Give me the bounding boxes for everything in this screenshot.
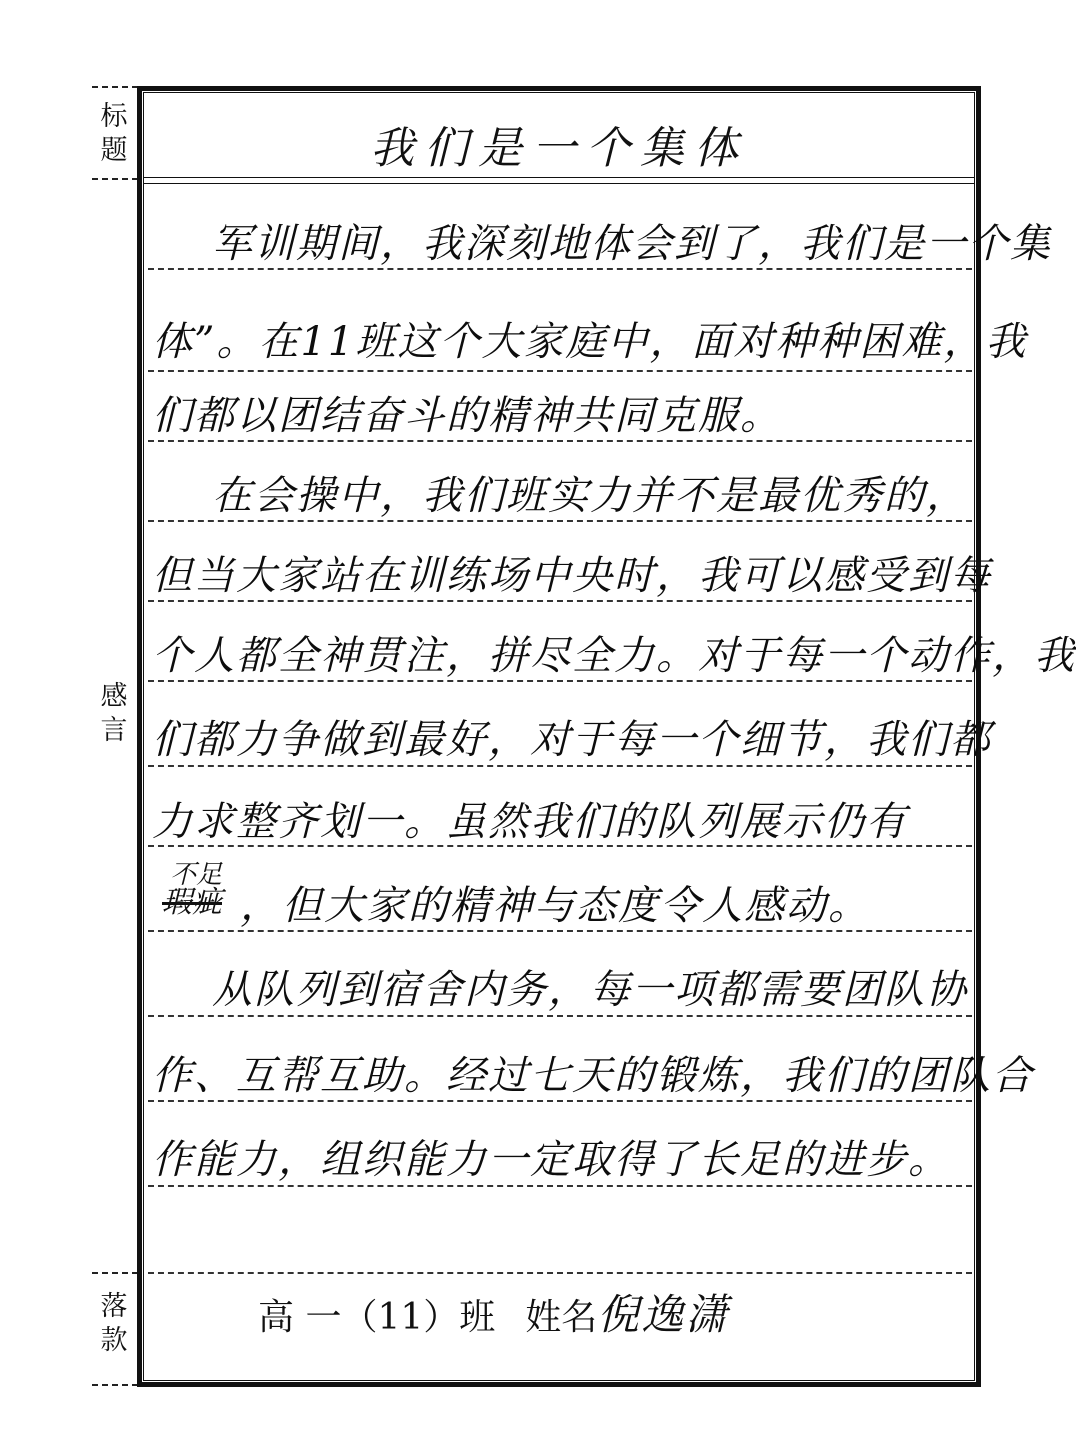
text-line: 们都以团结奋斗的精神共同克服。 (152, 393, 782, 439)
title-double-rule (143, 183, 975, 184)
text-line: 从队列到宿舍内务，每一项都需要团队协 (212, 967, 968, 1013)
text-line: 作、互帮互助。经过七天的锻炼，我们的团队合 (152, 1053, 1034, 1099)
title-margin-label: 标 题 (100, 101, 128, 166)
name-label: 姓名 (525, 1297, 598, 1338)
margin-divider-sign (92, 1272, 138, 1274)
student-name: 倪逸潇 (597, 1290, 730, 1339)
sign-margin-label: 落 款 (100, 1291, 128, 1356)
text-line: 们都力争做到最好，对于每一个细节，我们都 (152, 717, 992, 763)
body-margin-label: 感 言 (100, 681, 128, 746)
signature-rule (148, 1272, 972, 1274)
text-line: 力求整齐划一。虽然我们的队列展示仍有 (152, 799, 908, 845)
margin-divider-top (92, 86, 138, 88)
text-line: 但当大家站在训练场中央时，我可以感受到每 (152, 553, 992, 599)
text-line: ，但大家的精神与态度令人感动。 (240, 883, 870, 929)
text-line: 体”。在11班这个大家庭中，面对种种困难，我 (152, 319, 1028, 365)
text-line: 在会操中，我们班实力并不是最优秀的， (212, 473, 968, 519)
ruled-line (148, 370, 972, 372)
handwritten-correction (162, 862, 242, 918)
inserted-word: 不足 (170, 860, 223, 890)
page-title: 我们是一个集体 (370, 123, 748, 174)
signature-row (258, 1292, 729, 1341)
margin-divider-bottom (92, 1384, 138, 1386)
text-line: 个人都全神贯注，拼尽全力。对于每一个动作，我 (152, 633, 1076, 679)
struck-word: 瑕疵 (162, 885, 222, 920)
class-label: 高 一（11）班 (258, 1297, 496, 1338)
text-line: 作能力，组织能力一定取得了长足的进步。 (152, 1137, 950, 1183)
text-line: 军训期间，我深刻地体会到了，我们是一个集 (212, 221, 1052, 267)
margin-divider-title (92, 178, 138, 180)
